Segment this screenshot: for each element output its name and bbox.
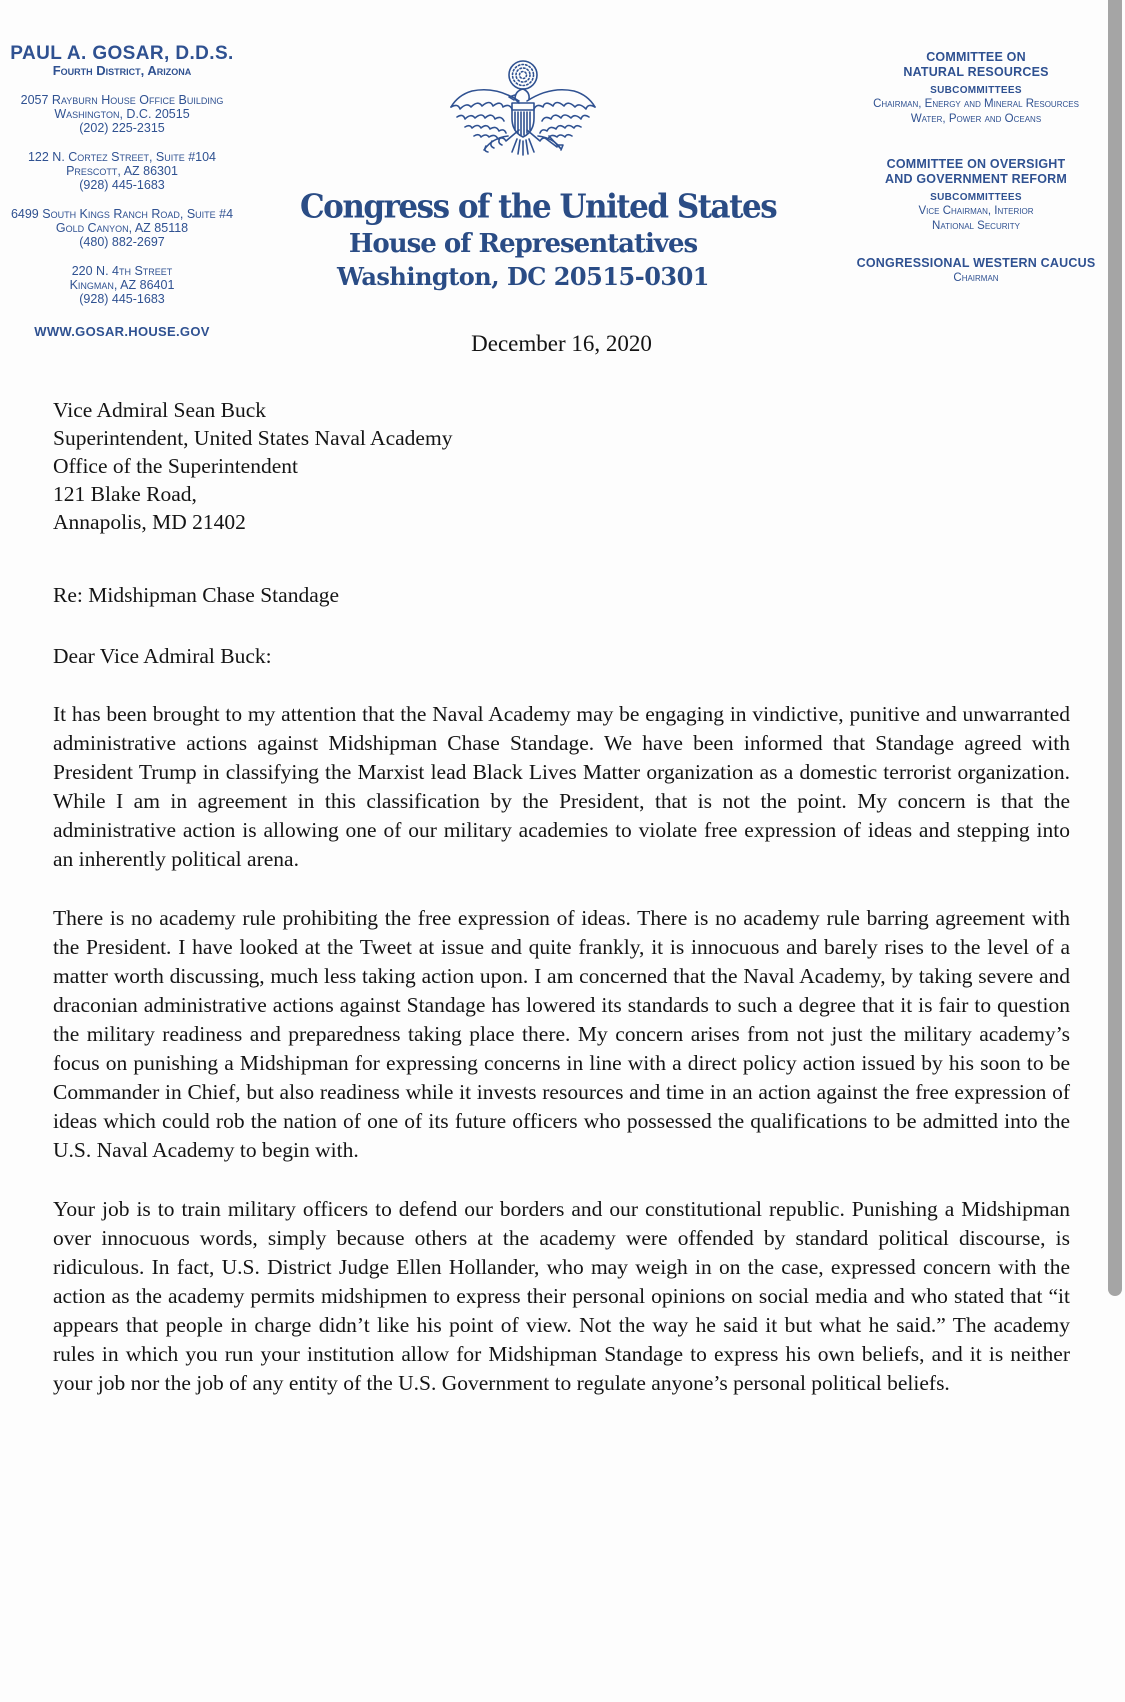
body-paragraph-1: It has been brought to my attention that the Naval Academy may be engaging in vindictive, punitive and unwarranted administrative actions against Midshipman Chase Standage. We have been informed that Standage agreed with President Trump in classifying the Marxist lead Black Lives Matter organization as a domestic terrorist organization. While I am in agreement in this classification by the President, that is not the point. My concern is that the administrative action is allowing one of our military academies to violate free expression of ideas and stepping into an inherently political arena. bbox=[53, 702, 1070, 871]
address-line: (928) 445-1683 bbox=[79, 178, 165, 192]
house-subtitle: House of Representatives bbox=[348, 229, 698, 259]
subcommittee-item: Chairman, Energy and Mineral Resources bbox=[873, 98, 1079, 110]
body-paragraph-2: There is no academy rule prohibiting the free expression of ideas. There is no academy rule barring agreement with the President. I have looked at the Tweet at issue and quite frankly, it is innocuous and barely rises to the level of a matter worth discussing, much less taking action upon. I am concerned that the Naval Academy, by taking severe and draconian administrative actions against Standage has lowered its standards to such a degree that it is fair to question the military readiness and preparedness taking place there. My concern arises from not just the military academy’s focus on punishing a Midshipman for expressing concerns in line with a direct policy action issued by his soon to be Commander in Chief, but also readiness while it invests resources and time in an action against the free expression of ideas which could rob the nation of one of its future officers who possessed the qualifications to be admitted into the U.S. Naval Academy to begin with. bbox=[53, 906, 1070, 1162]
letter-date: December 16, 2020 bbox=[471, 331, 652, 356]
subcommittees-label: SUBCOMMITTEES bbox=[930, 85, 1022, 96]
western-caucus bbox=[800, 256, 1125, 286]
committee-oversight bbox=[800, 157, 1125, 234]
committee-heading: AND GOVERNMENT REFORM bbox=[885, 172, 1067, 186]
great-seal-eagle-icon bbox=[300, 58, 746, 180]
recipient-address-block bbox=[53, 396, 1070, 536]
address-line: 220 N. 4th Street bbox=[71, 264, 173, 278]
member-website: WWW.GOSAR.HOUSE.GOV bbox=[34, 324, 210, 339]
subject-line: Re: Midshipman Chase Standage bbox=[53, 583, 340, 607]
address-line: Gold Canyon, AZ 85118 bbox=[55, 221, 189, 235]
subcommittees-label: SUBCOMMITTEES bbox=[930, 192, 1022, 203]
letter-body bbox=[53, 396, 1070, 1398]
body-paragraph-3: Your job is to train military officers to defend our borders and our constitutional republic. Punishing a Midshipman over innocuous words, simply because others at the academy were offended by standard political discourse, is ridiculous. In fact, U.S. District Judge Ellen Hollander, who may weigh in on the case, expressed concern with the action as the academy permits midshipmen to express their personal opinions on social media and who stated that “it appears that people in charge didn’t like his point of view. Not the way he said it but what he said.” The academy rules in which you run your institution allow for Midshipman Standage to express his own beliefs, and it is neither your job nor the job of any entity of the U.S. Government to regulate anyone’s personal political beliefs. bbox=[53, 1197, 1070, 1395]
salutation-line: Dear Vice Admiral Buck: bbox=[53, 644, 272, 668]
address-line: 122 N. Cortez Street, Suite #104 bbox=[27, 150, 217, 164]
address-line: (202) 225-2315 bbox=[79, 121, 165, 135]
subcommittee-item: National Security bbox=[932, 220, 1020, 232]
subcommittee-item: Vice Chairman, Interior bbox=[918, 205, 1034, 217]
address-line: Kingman, AZ 86401 bbox=[69, 278, 175, 292]
address-line: (928) 445-1683 bbox=[79, 292, 165, 306]
committee-heading: COMMITTEE ON bbox=[926, 50, 1026, 64]
office-address-gold-canyon bbox=[2, 207, 242, 249]
scrollbar-thumb[interactable] bbox=[1108, 0, 1122, 1296]
committee-heading: NATURAL RESOURCES bbox=[903, 65, 1049, 79]
office-address-prescott bbox=[2, 150, 242, 192]
member-name: PAUL A. GOSAR, D.D.S. bbox=[10, 43, 234, 64]
congress-letterhead-block bbox=[300, 58, 777, 292]
washington-dc-line: Washington, DC 20515-0301 bbox=[336, 262, 709, 291]
recipient-line: 121 Blake Road, bbox=[53, 482, 197, 506]
recipient-line: Vice Admiral Sean Buck bbox=[53, 398, 267, 422]
committee-heading: COMMITTEE ON OVERSIGHT bbox=[886, 157, 1066, 171]
office-address-kingman bbox=[2, 264, 242, 306]
office-address-dc bbox=[2, 93, 242, 135]
committee-heading: CONGRESSIONAL WESTERN CAUCUS bbox=[856, 256, 1096, 270]
recipient-line: Annapolis, MD 21402 bbox=[53, 510, 246, 534]
recipient-line: Superintendent, United States Naval Academy bbox=[53, 426, 453, 450]
member-letterhead-block bbox=[2, 44, 242, 339]
committees-block bbox=[800, 50, 1125, 286]
subcommittee-item: Water, Power and Oceans bbox=[910, 113, 1042, 125]
address-line: 2057 Rayburn House Office Building bbox=[20, 93, 224, 107]
address-line: Washington, D.C. 20515 bbox=[54, 107, 190, 121]
recipient-line: Office of the Superintendent bbox=[53, 454, 298, 478]
address-line: 6499 South Kings Ranch Road, Suite #4 bbox=[10, 207, 234, 221]
subcommittee-item: Chairman bbox=[953, 272, 999, 284]
committee-natural-resources bbox=[800, 50, 1125, 127]
member-district: Fourth District, Arizona bbox=[52, 63, 192, 78]
address-line: Prescott, AZ 86301 bbox=[66, 164, 178, 178]
congress-title: Congress of the United States bbox=[300, 188, 777, 226]
address-line: (480) 882-2697 bbox=[79, 235, 165, 249]
